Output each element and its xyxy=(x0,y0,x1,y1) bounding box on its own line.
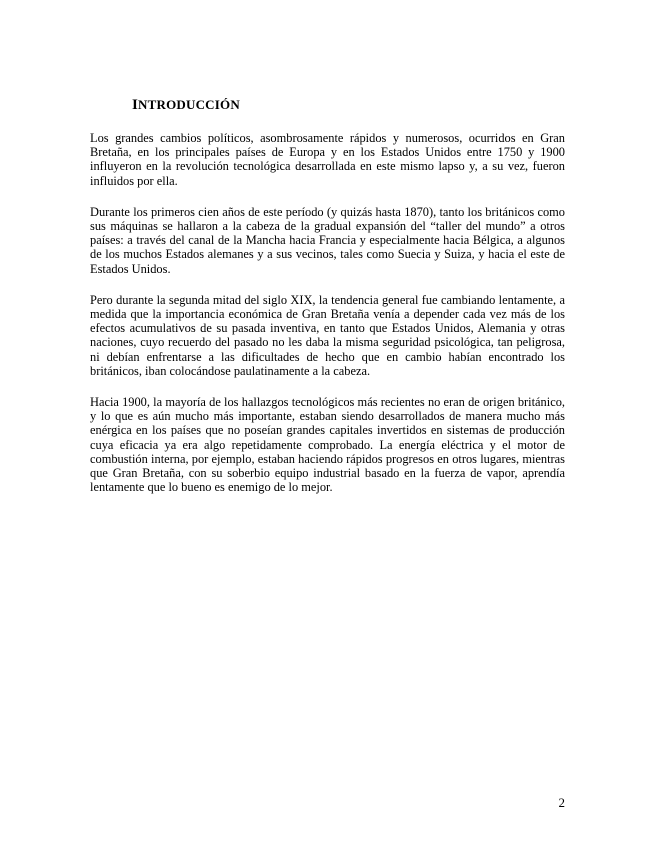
body-text xyxy=(90,131,565,511)
paragraph: Durante los primeros cien años de este período (y quizás hasta 1870), tanto los británicos como sus máquinas se hallaron a la cabeza de la gradual expansión del “taller del mundo” a otros países: a través del canal de la Mancha hacia Francia y especialmente hacia Bélgica, a algunos de los muchos Estados alemanes y a sus vecinos, tales como Suecia y Suiza, y hacia el este de Estados Unidos. xyxy=(90,204,565,276)
page-title xyxy=(132,97,240,114)
paragraph: Hacia 1900, la mayoría de los hallazgos tecnológicos más recientes no eran de origen británico, y lo que es aún mucho más importante, estaban siendo desarrollados de manera mucho más enérgica en los países que no poseían grandes capitales invertidos en sistemas de producción cuya eficacia ya era algo repetidamente comprobado. La energía eléctrica y el motor de combustión interna, por ejemplo, estaban haciendo rápidos progresos en otros lugares, mientras que Gran Bretaña, con su soberbio equipo industrial basado en la fuerza de vapor, aprendía lentamente que lo bueno es enemigo de lo mejor. xyxy=(90,395,565,495)
paragraph: Pero durante la segunda mitad del siglo XIX, la tendencia general fue cambiando lentamente, a medida que la importancia económica de Gran Bretaña venía a depender cada vez más de los efectos acumulativos de su pasada inventiva, en tanto que Estados Unidos, Alemania y otras naciones, cuyo recuerdo del pasado no les daba la misma seguridad psicológica, tan peligrosa, ni debían enfrentarse a las dificultades de hecho que en cambio habían encontrado los británicos, iban colocándose paulatinamente a la cabeza. xyxy=(90,292,565,378)
title-initial: I xyxy=(132,97,139,113)
page-number: 2 xyxy=(558,795,565,810)
title-rest: NTRODUCCIÓN xyxy=(138,97,240,112)
paragraph: Los grandes cambios políticos, asombrosamente rápidos y numerosos, ocurridos en Gran Bretaña, en los principales países de Europa y en los Estados Unidos entre 1750 y 1900 influyeron en la revolución tecnológica desarrollada en este mismo lapso y, a su vez, fueron influidos por ella. xyxy=(90,131,565,188)
